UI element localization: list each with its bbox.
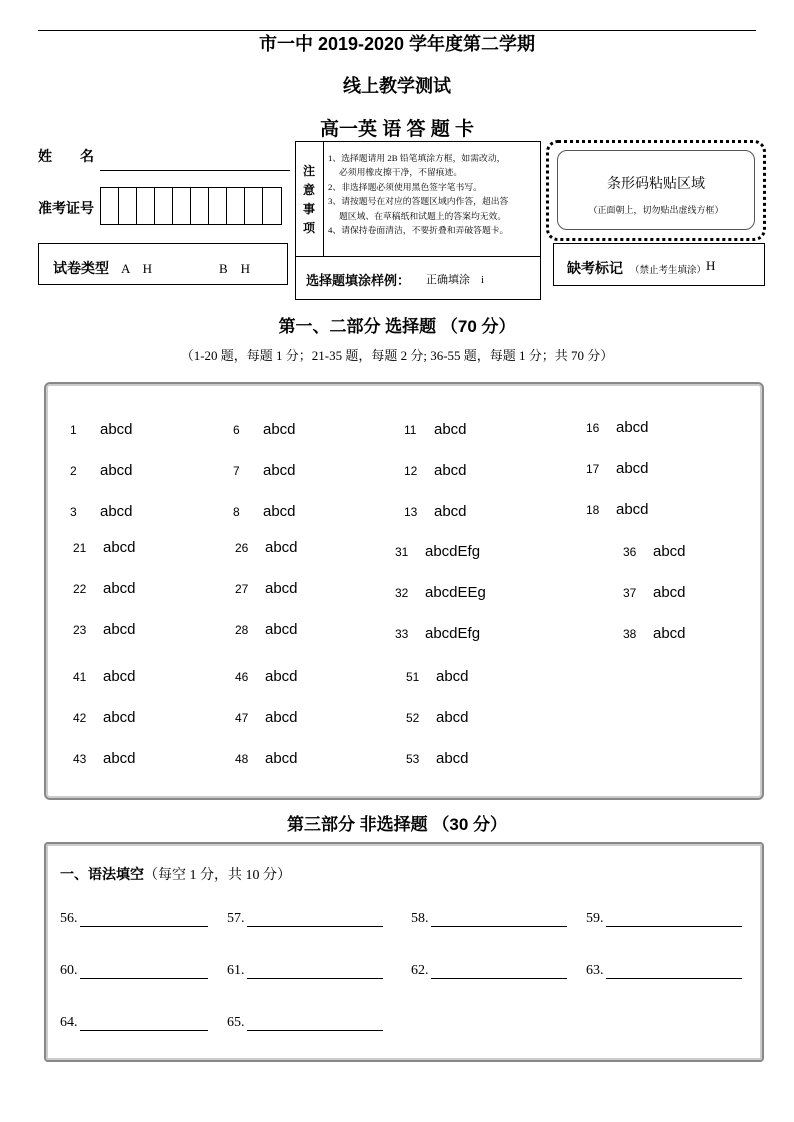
barcode-title: 条形码粘贴区域 [607,177,705,192]
answer-options[interactable]: abcd [100,462,133,479]
answer-options[interactable]: abcd [103,750,136,767]
question-number: 18 [586,502,600,517]
mc-column [404,409,467,532]
section1-subtitle: （1-20 题，每题 1 分；21-35 题，每题 2 分; 36-55 题，每题 1 分；共 70 分） [180,348,614,363]
grammar-label: 一、语法填空 [60,866,144,882]
question-number: 37 [623,585,637,600]
blank-line[interactable] [606,964,742,979]
mc-question [586,407,649,448]
blank-number: 59. [586,911,604,926]
blank-number: 65. [227,1015,245,1030]
mc-column [235,656,298,779]
name-label: 姓 名 [38,150,94,165]
blank-line[interactable] [247,1016,383,1031]
blank-item [60,911,208,927]
mc-question [233,450,296,491]
paper-type-label: 试卷类型 [53,262,109,277]
mc-question [623,531,686,572]
absent-note: （禁止考生填涂） [630,266,707,276]
mc-column [395,531,486,654]
answer-options[interactable]: abcdEEg [425,584,486,601]
mc-question [406,738,469,779]
answer-options[interactable]: abcd [616,460,649,477]
question-number: 36 [623,544,637,559]
answer-options[interactable]: abcdEfg [425,543,481,560]
mc-question [406,697,469,738]
notice-item: 1、选择题请用 2B 铅笔填涂方框，如需改动， [328,153,506,163]
question-number: 53 [406,751,420,766]
question-number: 28 [235,622,249,637]
mc-question [73,738,136,779]
notice-item: 4、请保持卷面清洁，不要折叠和弄破答题卡。 [328,225,509,236]
blank-line[interactable] [247,912,383,927]
absent-mark-box [553,243,765,286]
notice-heading-char: 项 [302,221,315,235]
blank-item [411,911,567,927]
notice-item: 题区域、在草稿纸和试题上的答案均无效。 [328,210,507,221]
notice-list [328,151,538,237]
mc-question [395,531,486,572]
question-number: 32 [395,585,409,600]
mc-question [235,656,298,697]
question-number: 21 [73,540,87,555]
answer-options[interactable]: abcd [100,503,133,520]
answer-options[interactable]: abcd [263,503,296,520]
mc-question [586,448,649,489]
answer-options[interactable]: abcd [265,580,298,597]
mc-question [73,697,136,738]
section3-title: 第三部分 非选择题 （30 分） [286,815,508,834]
mc-block-2 [66,527,746,642]
question-number: 26 [235,540,249,555]
answer-options[interactable]: abcd [265,539,298,556]
id-label: 准考证号 [38,202,94,217]
question-number: 22 [73,581,87,596]
question-number: 23 [73,622,87,637]
sample-text: 正确填涂 i [426,274,485,286]
question-number: 48 [235,751,249,766]
id-digit-box[interactable] [155,188,173,224]
blank-item [60,963,208,979]
answer-options[interactable]: abcd [436,709,469,726]
mc-column [233,409,296,532]
question-number: 31 [395,544,409,559]
answer-options[interactable]: abcd [103,668,136,685]
id-digit-box[interactable] [191,188,209,224]
answer-options[interactable]: abcd [434,503,467,520]
question-number: 16 [586,420,600,435]
exam-subtitle: 线上教学测试 [343,76,451,96]
mc-question [73,568,136,609]
mc-column [73,527,136,650]
id-digit-box[interactable] [119,188,137,224]
blank-item [586,911,742,927]
question-number: 52 [406,710,420,725]
mc-column [586,407,649,530]
grammar-fill-area [44,842,764,1062]
notice-heading-char: 注 [302,164,315,178]
section1-title: 第一、二部分 选择题 （70 分） [278,317,516,336]
mc-question [586,489,649,530]
mc-block-1 [66,409,726,520]
mc-question [235,738,298,779]
question-number: 3 [70,504,77,519]
answer-options[interactable]: abcd [265,621,298,638]
barcode-subtitle: （正面朝上，切勿贴出虚线方框） [588,205,724,215]
mc-block-3 [66,656,726,767]
mc-question [395,572,486,613]
mc-question [235,697,298,738]
notice-divider [323,141,324,256]
answer-options[interactable]: abcd [434,462,467,479]
mc-question [404,491,467,532]
mc-question [235,527,298,568]
answer-options[interactable]: abcd [653,625,686,642]
paper-type-b[interactable]: B H [219,261,251,276]
blank-number: 56. [60,911,78,926]
blank-number: 60. [60,963,78,978]
blank-line[interactable] [80,1016,208,1031]
answer-options[interactable]: abcd [103,621,136,638]
blank-line[interactable] [606,912,742,927]
blank-item [411,963,567,979]
mc-question [404,450,467,491]
blank-number: 64. [60,1015,78,1030]
mc-column [406,656,469,779]
notice-item: 2、非选择题必须使用黑色签字笔书写。 [328,181,482,192]
answer-options[interactable]: abcd [265,750,298,767]
mc-column [70,409,133,532]
question-number: 2 [70,463,77,478]
question-number: 7 [233,463,240,478]
paper-type-box [38,243,288,285]
mc-question [235,609,298,650]
question-number: 41 [73,669,87,684]
blank-item [227,1015,383,1031]
blank-number: 61. [227,963,245,978]
blank-number: 63. [586,963,604,978]
mc-question [70,450,133,491]
answer-options[interactable]: abcdEfg [425,625,481,642]
id-digit-box[interactable] [137,188,155,224]
id-digit-box[interactable] [263,188,281,224]
id-digit-box[interactable] [101,188,119,224]
mc-question [623,613,686,654]
mc-question [406,656,469,697]
answer-options[interactable]: abcd [653,543,686,560]
grammar-note: （每空 1 分，共 10 分） [144,868,291,883]
grammar-heading [60,864,291,884]
question-number: 1 [70,422,77,437]
blank-item [60,1015,208,1031]
notice-item: 3、请按题号在对应的答题区域内作答，超出答 [328,196,509,207]
question-number: 51 [406,669,420,684]
mc-question [404,409,467,450]
answer-options[interactable]: abcd [100,421,133,438]
question-number: 11 [404,422,417,437]
mc-question [73,656,136,697]
answer-options[interactable]: abcd [103,539,136,556]
id-number-boxes[interactable] [100,187,282,225]
blank-line[interactable] [431,964,567,979]
id-digit-box[interactable] [245,188,263,224]
answer-options[interactable]: abcd [265,668,298,685]
question-number: 13 [404,504,418,519]
blank-number: 62. [411,963,429,978]
mc-question [233,491,296,532]
answer-options[interactable]: abcd [616,419,649,436]
mc-question [73,609,136,650]
answer-options[interactable]: abcd [616,501,649,518]
blank-item [227,911,383,927]
question-number: 12 [404,463,418,478]
exam-title: 市一中 2019-2020 学年度第二学期 [258,34,536,54]
paper-type-a[interactable]: A H [121,261,153,276]
mc-column [73,656,136,779]
question-number: 8 [233,504,240,519]
id-digit-box[interactable] [209,188,227,224]
mc-question [233,409,296,450]
question-number: 27 [235,581,249,596]
answer-options[interactable]: abcd [265,709,298,726]
question-number: 38 [623,626,637,641]
blank-line[interactable] [80,912,208,927]
id-digit-box[interactable] [173,188,191,224]
blank-line[interactable] [247,964,383,979]
question-number: 47 [235,710,249,725]
mc-column [623,531,686,654]
answer-options[interactable]: abcd [436,668,469,685]
id-digit-box[interactable] [227,188,245,224]
question-number: 17 [586,461,600,476]
sample-label: 选择题填涂样例： [306,273,411,288]
blank-item [586,963,742,979]
notice-h-divider [295,256,541,257]
blank-number: 58. [411,911,429,926]
mc-question [235,568,298,609]
answer-options[interactable]: abcd [434,421,467,438]
notice-heading-char: 事 [302,202,315,216]
notice-heading-char: 意 [302,183,315,197]
answer-options[interactable]: abcd [436,750,469,767]
question-number: 42 [73,710,87,725]
question-number: 46 [235,669,249,684]
answer-options[interactable]: abcd [653,584,686,601]
absent-label: 缺考标记 [567,262,623,277]
blank-item [227,963,383,979]
mc-column [235,527,298,650]
barcode-inner [557,150,755,230]
answer-options[interactable]: abcd [263,421,296,438]
answer-options[interactable]: abcd [263,462,296,479]
blank-line[interactable] [431,912,567,927]
question-number: 6 [233,422,240,437]
mc-question [70,491,133,532]
notice-item: 必须用橡皮擦干净，不留痕迹。 [328,167,463,178]
mc-question [70,409,133,450]
question-number: 33 [395,626,409,641]
name-field[interactable] [100,170,290,171]
mc-question [395,613,486,654]
mc-question [623,572,686,613]
answer-options[interactable]: abcd [103,580,136,597]
notice-heading [298,162,320,238]
question-number: 43 [73,751,87,766]
answer-options[interactable]: abcd [103,709,136,726]
blank-number: 57. [227,911,245,926]
blank-line[interactable] [80,964,208,979]
absent-mark[interactable]: H [706,258,716,273]
mc-question [73,527,136,568]
answer-sheet-title: 高一英 语 答 题 卡 [319,119,475,140]
